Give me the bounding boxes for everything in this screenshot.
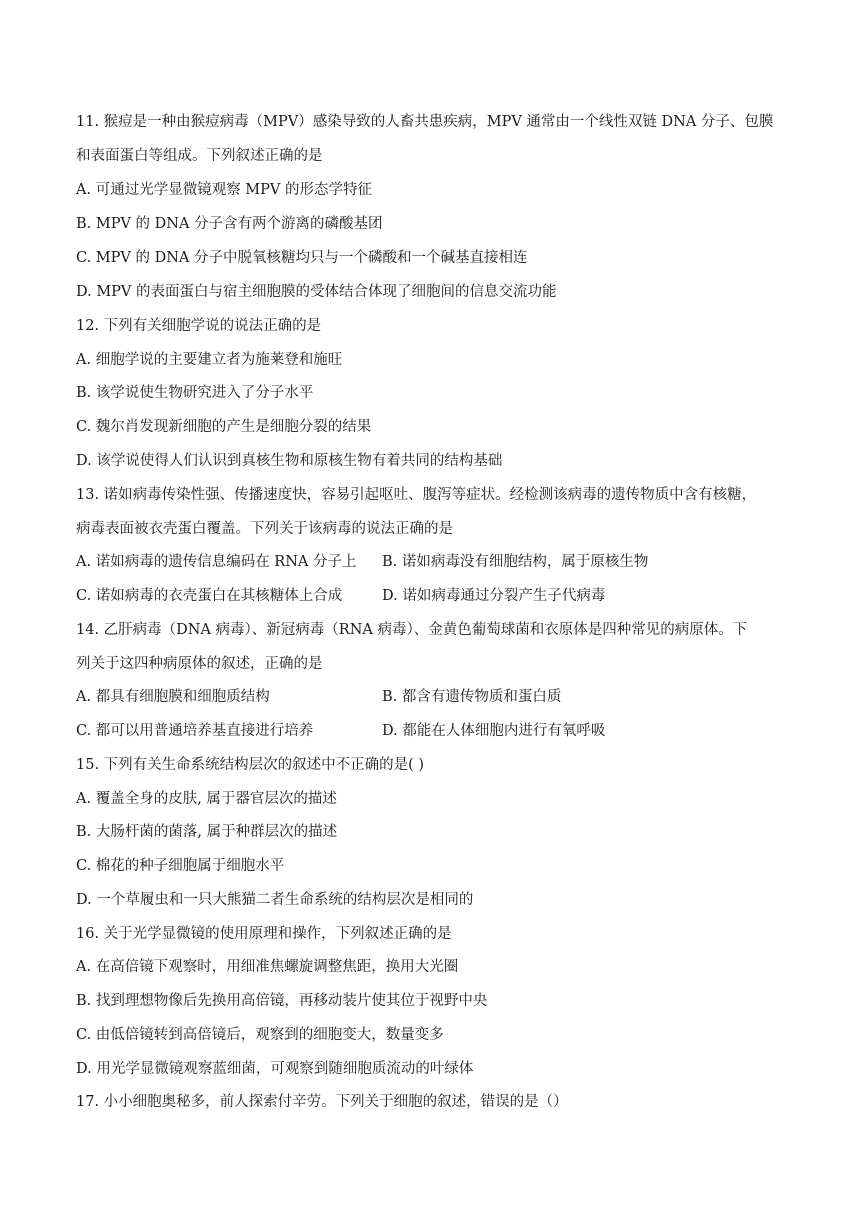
question-15-option-c: C. 棉花的种子细胞属于细胞水平 [76,858,285,874]
question-11-stem-line-1: 11. 猴痘是一种由猴痘病毒（MPV）感染导致的人畜共患疾病，MPV 通常由一个线性双链 DNA 分子、包膜 [76,114,774,130]
question-16-option-b: B. 找到理想物像后先换用高倍镜，再移动装片使其位于视野中央 [76,993,488,1009]
question-11-option-a: A. 可通过光学显微镜观察 MPV 的形态学特征 [76,182,372,198]
question-13-option-b: B. 诺如病毒没有细胞结构，属于原核生物 [382,554,649,570]
question-13-option-a: A. 诺如病毒的遗传信息编码在 RNA 分子上 [76,554,357,570]
question-12-option-b: B. 该学说使生物研究进入了分子水平 [76,385,314,401]
question-13-stem-line-1: 13. 诺如病毒传染性强、传播速度快，容易引起呕吐、腹泻等症状。经检测该病毒的遗传物质中含有核糖， [76,487,757,503]
question-14-option-c: C. 都可以用普通培养基直接进行培养 [76,723,314,739]
question-12-stem: 12. 下列有关细胞学说的说法正确的是 [76,318,322,334]
question-14-option-a: A. 都具有细胞膜和细胞质结构 [76,689,270,705]
question-14-option-d: D. 都能在人体细胞内进行有氧呼吸 [382,723,606,739]
question-12-option-a: A. 细胞学说的主要建立者为施莱登和施旺 [76,352,343,368]
question-13-stem-line-2: 病毒表面被衣壳蛋白覆盖。下列关于该病毒的说法正确的是 [76,521,453,537]
question-16-stem: 16. 关于光学显微镜的使用原理和操作，下列叙述正确的是 [76,926,452,942]
question-12-option-d: D. 该学说使得人们认识到真核生物和原核生物有着共同的结构基础 [76,453,503,469]
question-15-stem: 15. 下列有关生命系统结构层次的叙述中不正确的是( ) [76,757,425,773]
question-17-stem: 17. 小小细胞奥秘多，前人探索付辛劳。下列关于细胞的叙述，错误的是（） [76,1094,568,1110]
question-13-option-c: C. 诺如病毒的衣壳蛋白在其核糖体上合成 [76,588,343,604]
question-11-option-d: D. MPV 的表面蛋白与宿主细胞膜的受体结合体现了细胞间的信息交流功能 [76,284,557,300]
question-16-option-d: D. 用光学显微镜观察蓝细菌，可观察到随细胞质流动的叶绿体 [76,1061,474,1077]
question-11-option-b: B. MPV 的 DNA 分子含有两个游离的磷酸基团 [76,216,383,232]
question-16-option-a: A. 在高倍镜下观察时，用细准焦螺旋调整焦距，换用大光圈 [76,959,459,975]
question-16-option-c: C. 由低倍镜转到高倍镜后，观察到的细胞变大，数量变多 [76,1027,444,1043]
question-12-option-c: C. 魏尔肖发现新细胞的产生是细胞分裂的结果 [76,419,372,435]
question-15-option-d: D. 一个草履虫和一只大熊猫二者生命系统的结构层次是相同的 [76,892,474,908]
question-15-option-b: B. 大肠杆菌的菌落, 属于种群层次的描述 [76,824,338,840]
question-14-option-b: B. 都含有遗传物质和蛋白质 [382,689,562,705]
question-14-stem-line-1: 14. 乙肝病毒（DNA 病毒）、新冠病毒（RNA 病毒）、金黄色葡萄球菌和衣原体是四种常见的病原体。下 [76,622,748,638]
question-11-stem-line-2: 和表面蛋白等组成。下列叙述正确的是 [76,148,323,164]
question-14-stem-line-2: 列关于这四种病原体的叙述，正确的是 [76,656,323,672]
question-11-option-c: C. MPV 的 DNA 分子中脱氧核糖均只与一个磷酸和一个碱基直接相连 [76,250,528,266]
question-15-option-a: A. 覆盖全身的皮肤, 属于器官层次的描述 [76,791,337,807]
question-13-option-d: D. 诺如病毒通过分裂产生子代病毒 [382,588,606,604]
